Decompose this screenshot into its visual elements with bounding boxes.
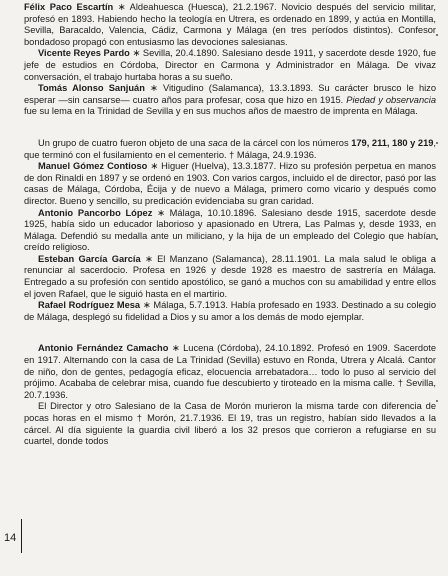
bio-tomas-alonso-sanjuan <box>24 83 436 118</box>
bio-text: ∗ Aldeahuesca (Huesca), 21.2.1967. Novicio después del servicio militar, profesó en 1893. Habiendo hecho la teología en Utrera, es ordenado en 1899, y actúa en Montilla, Sevilla, Baracaldo, Valencia, Cádiz, Carmona y Málaga (en tres períodos distintos). Confesor bondadoso propagó con entusiasmo las devociones salesianas. <box>24 2 436 47</box>
scan-speck <box>436 238 438 240</box>
bio-antonio-fernandez-camacho <box>24 343 436 401</box>
bio-text-tail: fue su lema en la Trinidad de Sevilla y en sus muchos años de maestro de imprenta en Málaga. <box>24 106 418 117</box>
saca-intro <box>24 138 436 161</box>
bio-antonio-pancorbo-lopez <box>24 208 436 254</box>
scan-speck <box>436 34 438 36</box>
motto: Piedad y observancia <box>346 94 436 105</box>
person-name: Vicente Reyes Pardo <box>38 48 130 59</box>
intro-text-mid: de la cárcel con los números <box>227 137 352 148</box>
intro-text: Un grupo de cuatro fueron objeto de una <box>38 137 209 148</box>
section-gap <box>24 323 436 343</box>
bio-text: ∗ Lucena (Córdoba), 24.10.1892. Profesó en 1909. Sacerdote en 1917. Alternando con la casa de La Trinidad (Sevilla) estuvo en Ronda, Utrera y Alcalá. Cantor de niño, don de gentes, pedagogía eficaz, elocuencia arrebatadora… todo lo puso al servicio del prójimo. Acababa de celebrar misa, cuando fue descubierto y tiroteado en la misma calle. † Sevilla, 20.7.1936. <box>24 343 436 400</box>
bio-text: ∗ Vitigudino (Salamanca), 13.3.1893. Su carácter brusco le hizo esperar —sin cansarse— cuatro años para profesar, cosa que hizo en 1915. <box>24 83 436 105</box>
person-name: Manuel Gómez Contioso <box>38 161 148 172</box>
person-name: Félix Paco Escartín <box>24 2 114 12</box>
person-name: Esteban García García <box>38 253 141 264</box>
bio-vicente-reyes-pardo <box>24 48 436 83</box>
margin-rule <box>21 519 22 553</box>
person-name: Rafael Rodríguez Mesa <box>38 300 141 311</box>
bio-felix-paco-escartin <box>24 2 436 48</box>
person-name: Tomás Alonso Sanjuán <box>38 83 145 94</box>
bio-text: ∗ Higuer (Huelva), 13.3.1877. Hizo su profesión perpetua en manos de don Rinaldi en 1897 y se ordenó en 1903. Con varios cargos, incluido el de director, pasó por las casas de Málaga, Córdoba, Écija y de nuevo a Málaga, primero como vicario y después como director. Bueno y sencillo, su predicación evidenciaba su gran caridad. <box>24 161 436 206</box>
bio-manuel-gomez-contioso <box>24 161 436 207</box>
bio-text: ∗ Málaga, 5.7.1913. Había profesado en 1933. Destinado a su colegio de Málaga, desplegó su fidelidad a Dios y su amor a los demás de modo ejemplar. <box>24 300 436 322</box>
saca-term: saca <box>208 137 228 148</box>
person-name: Antonio Pancorbo López <box>38 207 153 218</box>
intro-text-tail: , que terminó con el fusilamiento en el cementerio. † Málaga, 24.9.1936. <box>24 137 437 160</box>
bio-text: ∗ Sevilla, 20.4.1890. Salesiano desde 1911, y sacerdote desde 1920, fue jefe de estudios en Córdoba, Director en Carmona y Administrador en Málaga. De vivaz conversación, el trabajo hurtaba horas a su sueño. <box>24 48 437 82</box>
scan-speck <box>436 400 438 402</box>
bio-esteban-garcia-garcia <box>24 254 436 300</box>
bio-rafael-rodriguez-mesa <box>24 300 436 323</box>
moron-account <box>24 401 436 447</box>
page-number: 14 <box>4 532 17 544</box>
section-gap <box>24 118 436 138</box>
bio-text: ∗ El Manzano (Salamanca), 28.11.1901. La mala salud le obliga a renunciar al sacerdocio. Profesa en 1926 y desde 1928 es maestro de sastrería en Málaga. Entregado a su profesión con sentido apostólico, se ganó a muchos con su amabilidad y entre ellos el joven Rafael, que le siguió hasta en el martirio. <box>24 253 436 299</box>
prisoner-numbers: 179, 211, 180 y 219 <box>351 137 434 148</box>
account-text: El Director y otro Salesiano de la Casa de Morón murieron la misma tarde con diferencia de pocas horas en el mismo † Morón, 21.7.1936. El 19, tras un registro, habían sido llevados a la cárcel. Al día siguiente la guardia civil liberó a los 32 presos que corrieron a refugiarse en su cuartel, donde todos <box>24 401 436 447</box>
scan-speck <box>436 142 438 144</box>
person-name: Antonio Fernández Camacho <box>38 343 169 354</box>
bio-text: ∗ Málaga, 10.10.1896. Salesiano desde 1915, sacerdote desde 1925, había sido un educador laborioso y apasionado en Utrera, Las Palmas y, desde 1933, en Málaga. Defendió su medalla ante un miliciano, y la hija de un empleado del Colegio que habían creído religioso. <box>24 207 436 253</box>
